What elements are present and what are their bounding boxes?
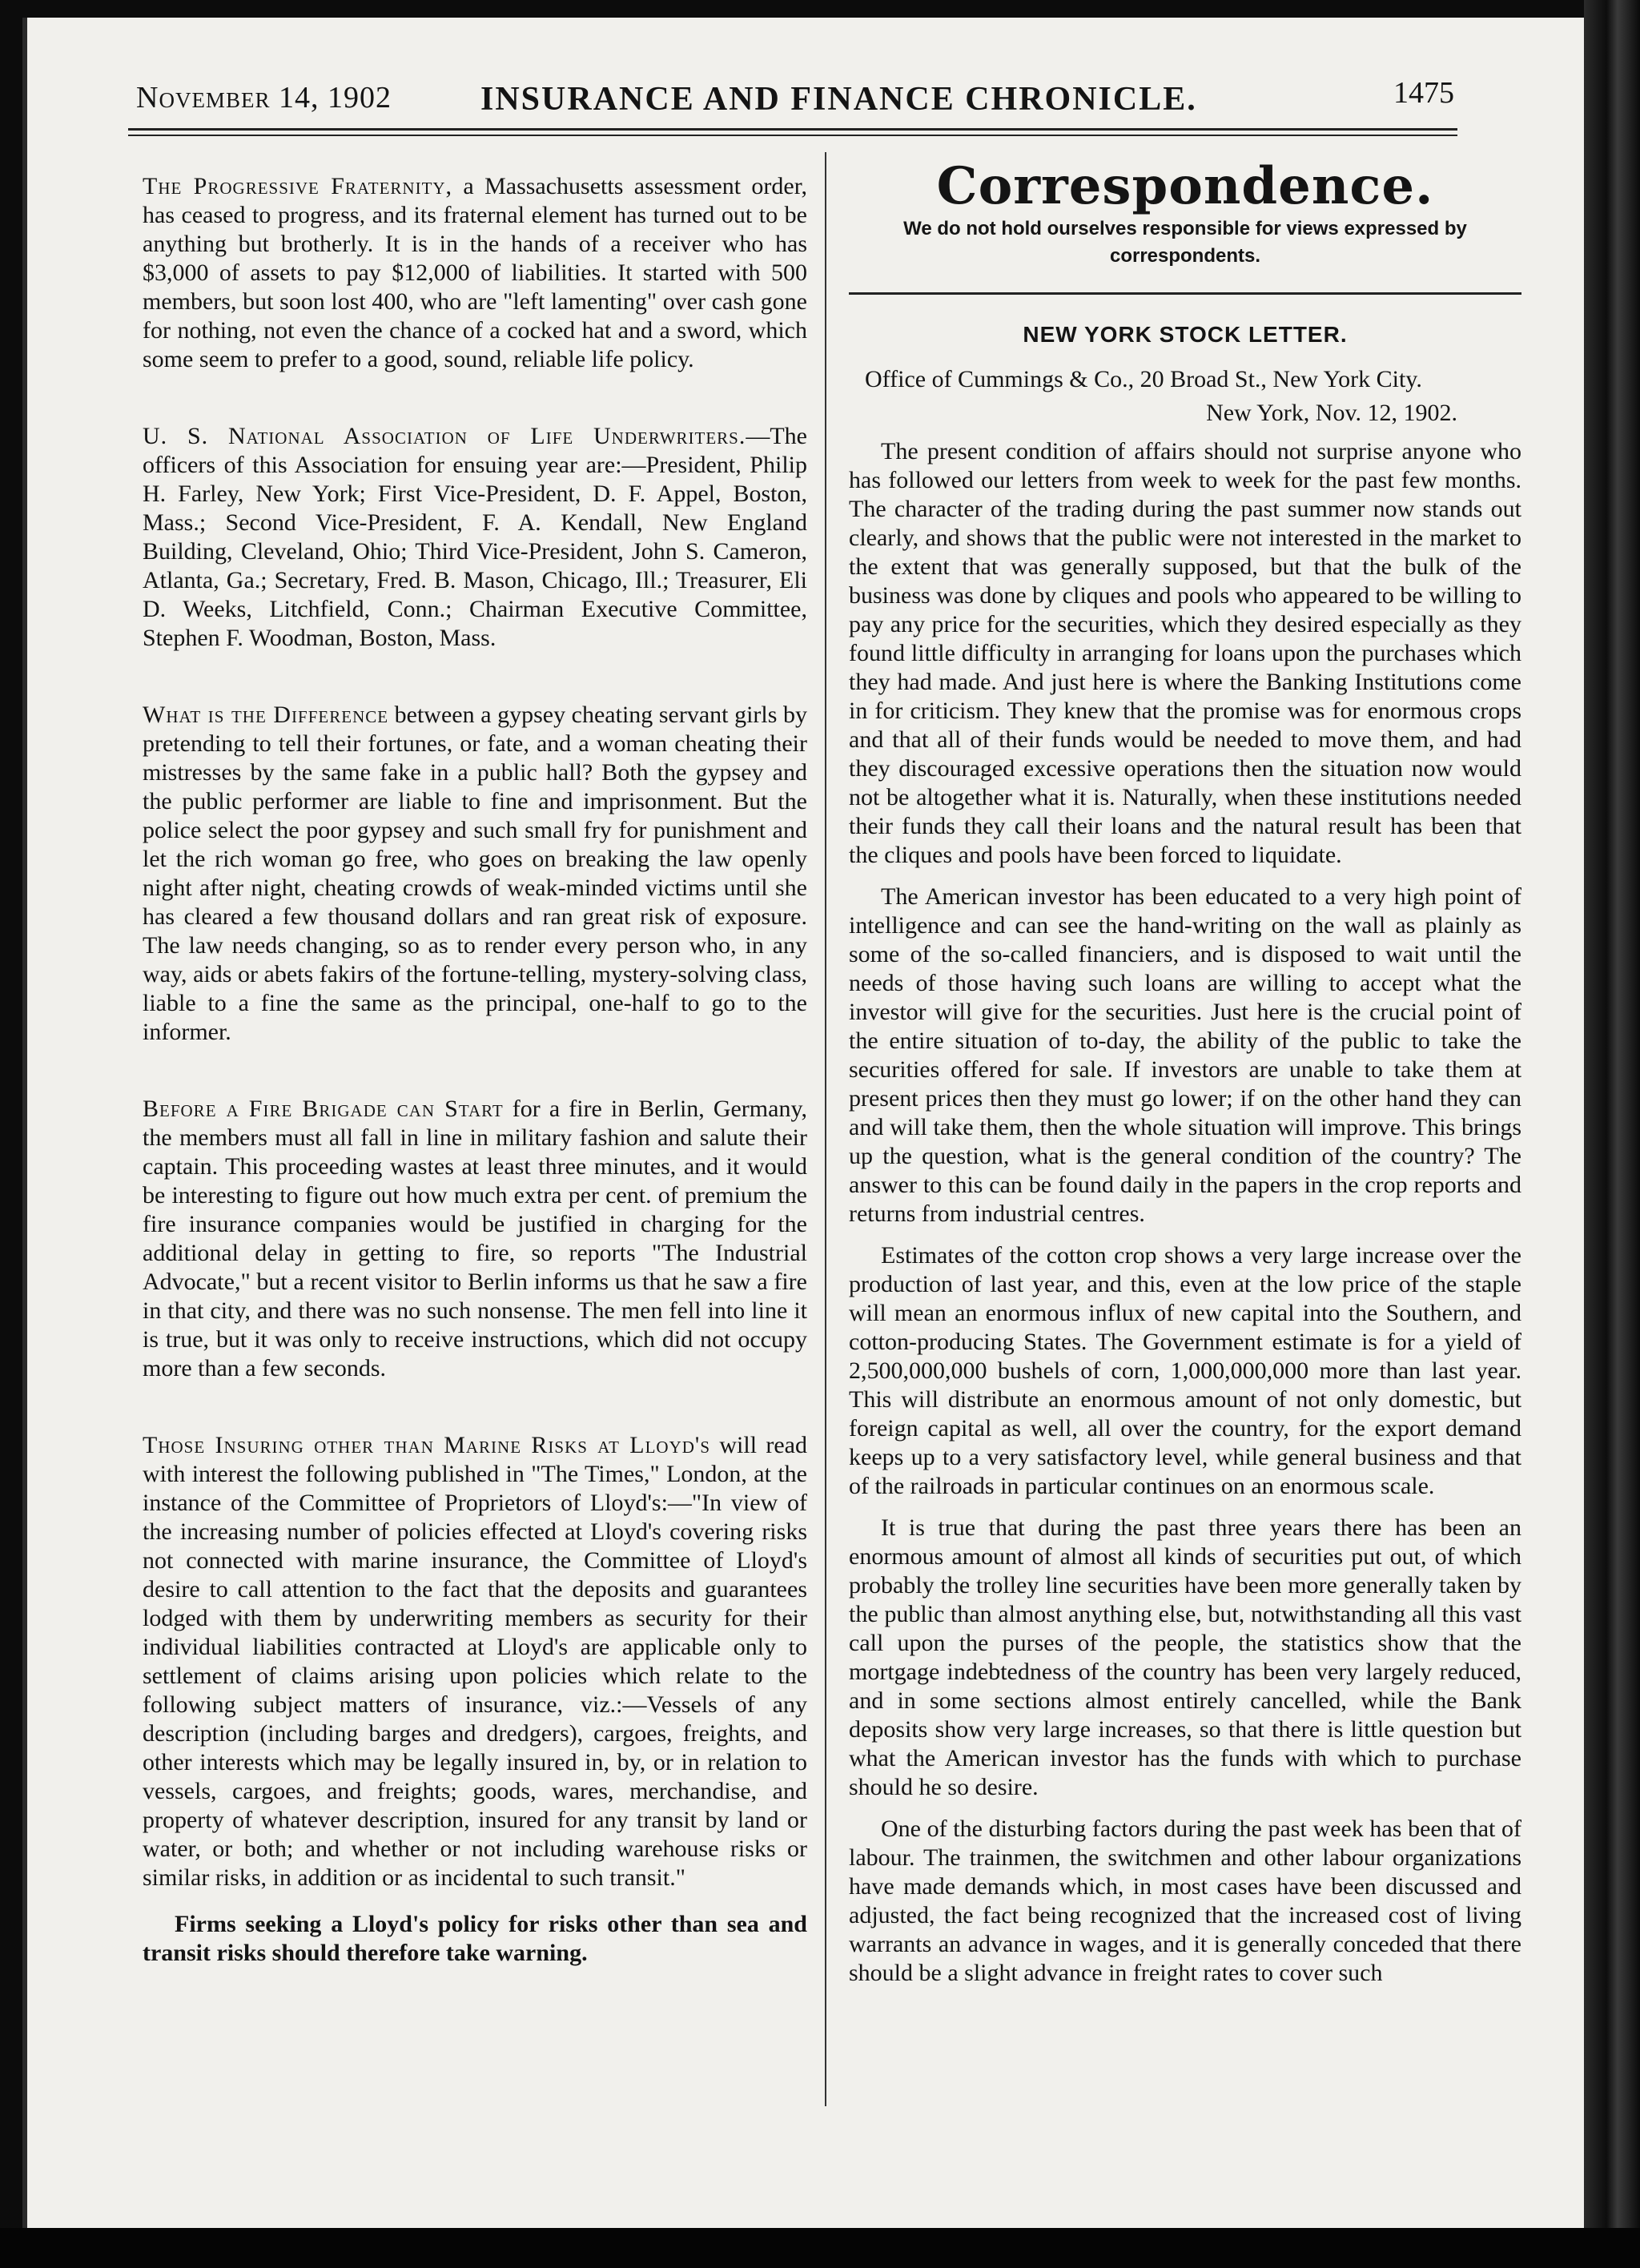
- left-column: [143, 172, 807, 1980]
- paragraph-lead: Those Insuring other than Marine Risks at Lloyd's: [143, 1432, 711, 1458]
- paragraph-lead: The Progressive Fraternity,: [143, 173, 453, 199]
- letter-paragraph: The present condition of affairs should not surprise anyone who has followed our letters from week to week for the past few months. The character of the trading during the past summer now stands out clearly, and shows that the public were not interested in the market to the extent that was generally supposed, but that the bulk of the business was done by cliques and pools who appeared to be willing to pay any price for the securities, which they desired especially as they found little difficulty in arranging for loans upon the purchases which they had made. And just here is where the Banking Institutions come in for criticism. They knew that the promise was for enormous crops and that all of their funds would be needed to move them, and had they discouraged excessive operations then the situation now would not be altogether what it is. Naturally, when these institutions needed their funds they call their loans and the natural result has been that the cliques and pools have been forced to liquidate.: [849, 438, 1521, 868]
- letter-paragraph: The American investor has been educated to a very high point of intelligence and can see the hand-writing on the wall as plainly as some of the so-called financiers, and is disposed to wait until the needs of those having such loans are willing to accept what the investor will give for the securities. Just here is the crucial point of the entire situation of to-day, the ability of the public to take the securities offered for sale. If investors are unable to take them at present prices then they must go lower; if on the other hand they can and will take them, then the whole situation will improve. This brings up the question, what is the general condition of the country? The answer to this can be found daily in the papers in the crop reports and returns from industrial centres.: [849, 883, 1521, 1227]
- correspondence-heading: Correspondence.: [936, 156, 1434, 216]
- header-rule-double: [128, 135, 1457, 136]
- letter-paragraph: It is true that during the past three years there has been an enormous amount of almost all kinds of securities put out, of which probably the trolley line securities have been more generally taken by the public than almost anything else, but, notwithstanding all this vast call upon the purses of the people, the statistics show that the mortgage indebtedness of the country has been very largely reduced, and in some sections almost entirely cancelled, while the Bank deposits show very large increases, so that there is little question but what the American investor has the funds with which to purchase should he so desire.: [849, 1514, 1521, 1800]
- letter-paragraph: Estimates of the cotton crop shows a very large increase over the production of last year, and this, even at the low price of the staple will mean an enormous influx of new capital into the Southern, and cotton-producing States. The Government estimate is for a yield of 2,500,000,000 bushels of corn, 1,000,000,000 more than last year. This will distribute an enormous amount of not only domestic, but foreign capital as well, all over the country, for the export demand keeps up to a very satisfactory level, while general business and that of the railroads in particular continues on an enormous scale.: [849, 1242, 1521, 1499]
- letter-dateline: New York, Nov. 12, 1902.: [1206, 400, 1457, 426]
- paragraph-life-underwriters: [143, 422, 807, 653]
- book-edge-right: [1584, 0, 1640, 2268]
- header-date: November 14, 1902: [136, 81, 392, 115]
- book-edge-bottom: [0, 2228, 1640, 2268]
- correspondence-disclaimer: We do not hold ourselves responsible for views expressed by correspondents.: [903, 218, 1467, 267]
- paragraph-lead: Before a Fire Brigade can Start: [143, 1096, 504, 1122]
- paragraph-body: for a fire in Berlin, Germany, the members must all fall in line in military fashion and salute their captain. This proceeding wastes at least three minutes, and it would be interesting to figure out how much extra per cent. of premium the fire insurance companies would be justified in charging for the additional delay in getting to fire, so reports "The Industrial Advocate," but a recent visitor to Berlin informs us that he saw a fire in that city, and there was no such nonsense. The men fell into line it is true, but it was only to receive instructions, which did not occupy more than a few seconds.: [143, 1096, 808, 1381]
- paragraph-lloyds-warning: Firms seeking a Lloyd's policy for risks other than sea and transit risks should therefore take warning.: [143, 1911, 807, 1966]
- section-rule: [849, 292, 1521, 295]
- paragraph-body: a Massachusetts assessment order, has ceased to progress, and its fraternal element has turned out to be anything but brotherly. It is in the hands of a receiver who has $3,000 of assets to pay $12,000 of liabilities. It started with 500 members, but soon lost 400, who are "left lamenting" over cash gone for nothing, not even the chance of a cocked hat and a sword, which some seem to prefer to a good, sound, reliable life policy.: [143, 173, 807, 372]
- paragraph-lead: What is the Difference: [143, 702, 389, 728]
- paragraph-gypsey: [143, 701, 807, 1047]
- paragraph-body: will read with interest the following published in "The Times," London, at the instance of the Committee of Proprietors of Lloyd's:—"In view of the increasing number of policies effected at Lloyd's covering risks not connected with marine insurance, the Committee of Lloyd's desire to call attention to the fact that the deposits and guarantees lodged with them by underwriting members as security for their individual liabilities contracted at Lloyd's are applicable only to settlement of claims arising upon policies which relate to the following subject matters of insurance, viz.:—Vessels of any description (including barges and dredgers), cargoes, freights, and other interests which may be legally insured in, by, or in relation to vessels, cargoes, and freights; goods, wares, merchandise, and property of whatever description, insured for any transit by land or water, or both; and whether or not including warehouse risks or similar risks, in addition or as incidental to such transit.": [143, 1432, 808, 1891]
- paragraph-lloyds: [143, 1431, 807, 1892]
- header-title: INSURANCE AND FINANCE CHRONICLE.: [480, 81, 1197, 118]
- right-column: [849, 156, 1521, 2001]
- paragraph-body: between a gypsey cheating servant girls by pretending to tell their fortunes, or fate, and a woman cheating their mistresses by the same fake in a public hall? Both the gypsey and the public performer are liable to fine and imprisonment. But the police select the poor gypsey and such small fry for punishment and let the rich woman go free, who goes on breaking the law openly night after night, cheating crowds of weak-minded victims until she has cleared a few thousand dollars and ran great risk of exposure. The law needs changing, so as to render every person who, in any way, aids or abets fakirs of the fortune-telling, mystery-solving class, liable to a fine the same as the principal, one-half to go to the informer.: [143, 702, 807, 1045]
- letter-office: Office of Cummings & Co., 20 Broad St., New York City.: [865, 366, 1422, 392]
- paragraph-body: —The officers of this Association for ensuing year are:—President, Philip H. Farley, New York; First Vice-President, D. F. Appel, Boston, Mass.; Second Vice-President, F. A. Kendall, New England Building, Cleveland, Ohio; Third Vice-President, John S. Cameron, Atlanta, Ga.; Secretary, Fred. B. Mason, Chicago, Ill.; Treasurer, Eli D. Weeks, Litchfield, Conn.; Chairman Executive Committee, Stephen F. Woodman, Boston, Mass.: [143, 423, 807, 651]
- paragraph-progressive-fraternity: [143, 172, 807, 374]
- letter-paragraph: One of the disturbing factors during the past week has been that of labour. The trainmen, the switchmen and other labour organizations have made demands which, in most cases have been discussed and adjusted, the fact being recognized that the increased cost of living warrants an advance in wages, and it is generally conceded that there should be a slight advance in freight rates to cover such: [849, 1816, 1521, 1986]
- column-divider: [825, 152, 826, 2106]
- page-number: 1475: [1393, 76, 1454, 110]
- paragraph-lead: U. S. National Association of Life Underwriters.: [143, 423, 746, 449]
- paragraph-fire-brigade: [143, 1095, 807, 1383]
- header-rule: [128, 128, 1457, 131]
- letter-title: NEW YORK STOCK LETTER.: [1023, 322, 1348, 347]
